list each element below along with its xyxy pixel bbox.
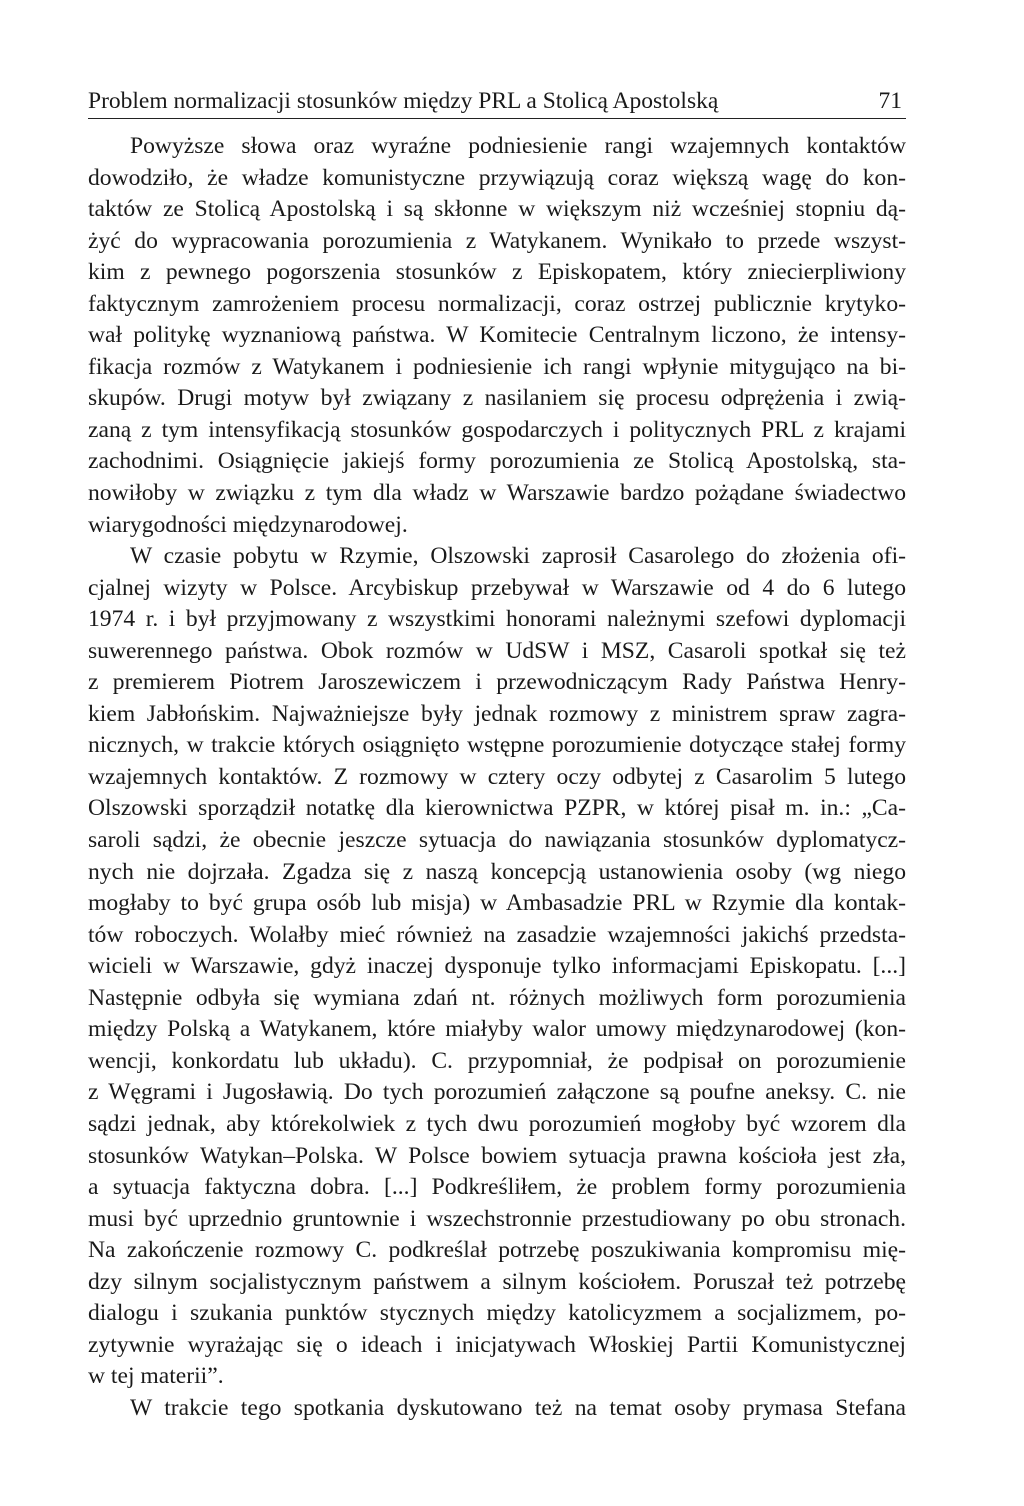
text-line: kim z pewnego pogorszenia stosunków z Episkopatem, który zniecierpliwiony [88,259,906,286]
text-line: stosunków Watykan–Polska. W Polsce bowiem sytuacja prawna kościoła jest zła, [88,1142,906,1169]
text-line: kiem Jabłońskim. Najważniejsze były jednak rozmowy z ministrem spraw zagra- [88,700,906,727]
text-line: z premierem Piotrem Jaroszewiczem i przewodniczącym Rady Państwa Henry- [88,669,906,696]
text-line: 1974 r. i był przyjmowany z wszystkimi honorami należnymi szefowi dyplomacji [88,606,906,633]
text-line: dowodziło, że władze komunistyczne przywiązują coraz większą wagę do kon- [88,164,906,191]
text-line: faktycznym zamrożeniem procesu normalizacji, coraz ostrzej publicznie krytyko- [88,290,906,317]
text-line: saroli sądzi, że obecnie jeszcze sytuacja do nawiązania stosunków dyplomatycz- [88,827,906,854]
text-line: z Węgrami i Jugosławią. Do tych porozumień załączone są poufne aneksy. C. nie [88,1079,906,1106]
text-line: wencji, konkordatu lub układu). C. przypomniał, że podpisał on porozumienie [88,1047,906,1074]
text-line: wiarygodności międzynarodowej. [88,511,408,538]
page-number: 71 [878,88,902,114]
text-line: cjalnej wizyty w Polsce. Arcybiskup przebywał w Warszawie od 4 do 6 lutego [88,574,906,601]
text-line: Na zakończenie rozmowy C. podkreślał potrzebę poszukiwania kompromisu mię- [88,1237,906,1264]
text-line: musi być uprzednio gruntownie i wszechstronnie przestudiowany po obu stronach. [88,1205,906,1232]
paragraph [88,131,906,541]
text-line: Powyższe słowa oraz wyraźne podniesienie rangi wzajemnych kontaktów [130,133,906,159]
running-title: Problem normalizacji stosunków między PRL a Stolicą Apostolską [88,88,719,114]
text-line: zachodnimi. Osiągnięcie jakiejś formy porozumienia ze Stolicą Apostolską, sta- [88,448,906,475]
text-line: Następnie odbyła się wymiana zdań nt. różnych możliwych form porozumienia [88,984,906,1011]
text-line: zytywnie wyrażając się o ideach i inicjatywach Włoskiej Partii Komunistycznej [88,1331,906,1358]
text-line: w tej materii”. [88,1363,224,1390]
text-line: nych nie dojrzała. Zgadza się z naszą koncepcją ustanowienia osoby (wg niego [88,858,906,885]
text-line: wicieli w Warszawie, gdyż inaczej dysponuje tylko informacjami Episkopatu. [...] [88,953,906,980]
text-line: taktów ze Stolicą Apostolską i są skłonne w większym niż wcześniej stopniu dą- [88,196,906,223]
running-header [88,86,906,119]
book-page [88,86,906,1424]
text-line: dzy silnym socjalistycznym państwem a silnym kościołem. Poruszał też potrzebę [88,1268,906,1295]
text-line: sądzi jednak, aby którekolwiek z tych dwu porozumień mogłoby być wzorem dla [88,1110,906,1137]
text-line: Olszowski sporządził notatkę dla kierownictwa PZPR, w której pisał m. in.: „Ca- [88,795,906,822]
text-line: suwerennego państwa. Obok rozmów w UdSW i MSZ, Casaroli spotkał się też [88,637,906,664]
text-line: zaną z tym intensyfikacją stosunków gospodarczych i politycznych PRL z krajami [88,416,906,443]
text-line: skupów. Drugi motyw był związany z nasilaniem się procesu odprężenia i zwią- [88,385,906,412]
paragraph [88,1393,906,1425]
text-line: nowiłoby w związku z tym dla władz w Warszawie bardzo pożądane świadectwo [88,480,906,507]
text-line: nicznych, w trakcie których osiągnięto wstępne porozumienie dotyczące stałej formy [88,732,906,759]
text-line: dialogu i szukania punktów stycznych między katolicyzmem a socjalizmem, po- [88,1300,906,1327]
text-line: między Polską a Watykanem, które miałyby walor umowy międzynarodowej (kon- [88,1016,906,1043]
paragraph [88,541,906,1393]
text-line: W trakcie tego spotkania dyskutowano też na temat osoby prymasa Stefana [130,1394,906,1421]
text-line: W czasie pobytu w Rzymie, Olszowski zaprosił Casarolego do złożenia ofi- [130,543,906,570]
text-line: wał politykę wyznaniową państwa. W Komitecie Centralnym liczono, że intensy- [88,322,906,349]
text-line: fikacja rozmów z Watykanem i podniesienie ich rangi wpłynie mitygująco na bi- [88,353,906,380]
text-line: mogłaby to być grupa osób lub misja) w Ambasadzie PRL w Rzymie dla kontak- [88,890,906,917]
body-text [88,131,906,1424]
text-line: tów roboczych. Wolałby mieć również na zasadzie wzajemności jakichś przedsta- [88,921,906,948]
text-line: żyć do wypracowania porozumienia z Watykanem. Wynikało to przede wszyst- [88,227,906,254]
text-line: a sytuacja faktyczna dobra. [...] Podkreśliłem, że problem formy porozumienia [88,1174,906,1201]
text-line: wzajemnych kontaktów. Z rozmowy w cztery oczy odbytej z Casarolim 5 lutego [88,763,906,790]
